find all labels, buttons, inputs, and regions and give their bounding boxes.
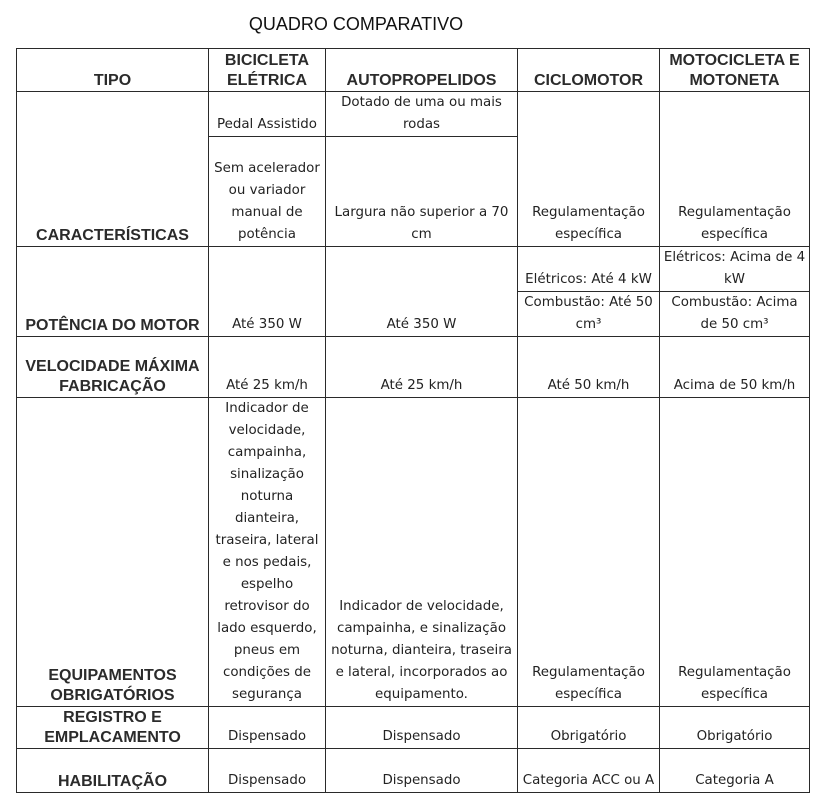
velocidade-autopropelidos: Até 25 km/h (326, 337, 518, 398)
header-ciclomotor: CICLOMOTOR (518, 49, 660, 92)
velocidade-row (17, 337, 810, 398)
page-title: QUADRO COMPARATIVO (248, 14, 464, 34)
velocidade-label: VELOCIDADE MÁXIMA FABRICAÇÃO (17, 337, 209, 398)
registro-ciclomotor: Obrigatório (518, 707, 660, 749)
equipamentos-ciclomotor: Regulamentação específica (518, 398, 660, 707)
velocidade-bicicleta: Até 25 km/h (209, 337, 326, 398)
velocidade-motocicleta: Acima de 50 km/h (660, 337, 810, 398)
caracteristicas-row-1 (17, 92, 810, 137)
caracteristicas-bicicleta-1: Pedal Assistido (209, 92, 326, 137)
header-tipo: TIPO (17, 49, 209, 92)
equipamentos-motocicleta: Regulamentação específica (660, 398, 810, 707)
habilitacao-bicicleta: Dispensado (209, 749, 326, 793)
comparison-table (16, 48, 810, 793)
potencia-ciclomotor-2: Combustão: Até 50 cm³ (518, 292, 660, 337)
caracteristicas-autopropelidos-2: Largura não superior a 70 cm (326, 137, 518, 247)
registro-row (17, 707, 810, 749)
potencia-row-1 (17, 247, 810, 292)
equipamentos-bicicleta: Indicador de velocidade, campainha, sinalização noturna dianteira, traseira, lateral e nos pedais, espelho retrovisor do lado esquerdo, pneus em condições de segurança (209, 398, 326, 707)
equipamentos-autopropelidos: Indicador de velocidade, campainha, e sinalização noturna, dianteira, traseira e lateral, incorporados ao equipamento. (326, 398, 518, 707)
equipamentos-label: EQUIPAMENTOS OBRIGATÓRIOS (17, 398, 209, 707)
header-motocicleta-motoneta: MOTOCICLETA E MOTONETA (660, 49, 810, 92)
habilitacao-row (17, 749, 810, 793)
potencia-ciclomotor-1: Elétricos: Até 4 kW (518, 247, 660, 292)
velocidade-ciclomotor: Até 50 km/h (518, 337, 660, 398)
habilitacao-label: HABILITAÇÃO (17, 749, 209, 793)
habilitacao-motocicleta: Categoria A (660, 749, 810, 793)
registro-autopropelidos: Dispensado (326, 707, 518, 749)
caracteristicas-autopropelidos-1: Dotado de uma ou mais rodas (326, 92, 518, 137)
header-bicicleta-eletrica: BICICLETA ELÉTRICA (209, 49, 326, 92)
registro-motocicleta: Obrigatório (660, 707, 810, 749)
potencia-motocicleta-2: Combustão: Acima de 50 cm³ (660, 292, 810, 337)
registro-bicicleta: Dispensado (209, 707, 326, 749)
header-row (17, 49, 810, 92)
caracteristicas-bicicleta-2: Sem acelerador ou variador manual de potência (209, 137, 326, 247)
equipamentos-row (17, 398, 810, 707)
habilitacao-ciclomotor: Categoria ACC ou A (518, 749, 660, 793)
habilitacao-autopropelidos: Dispensado (326, 749, 518, 793)
caracteristicas-motocicleta: Regulamentação específica (660, 92, 810, 247)
header-autopropelidos: AUTOPROPELIDOS (326, 49, 518, 92)
registro-label: REGISTRO E EMPLACAMENTO (17, 707, 209, 749)
potencia-bicicleta: Até 350 W (209, 247, 326, 337)
potencia-autopropelidos: Até 350 W (326, 247, 518, 337)
potencia-motocicleta-1: Elétricos: Acima de 4 kW (660, 247, 810, 292)
caracteristicas-ciclomotor: Regulamentação específica (518, 92, 660, 247)
potencia-label: POTÊNCIA DO MOTOR (17, 247, 209, 337)
caracteristicas-label: CARACTERÍSTICAS (17, 92, 209, 247)
